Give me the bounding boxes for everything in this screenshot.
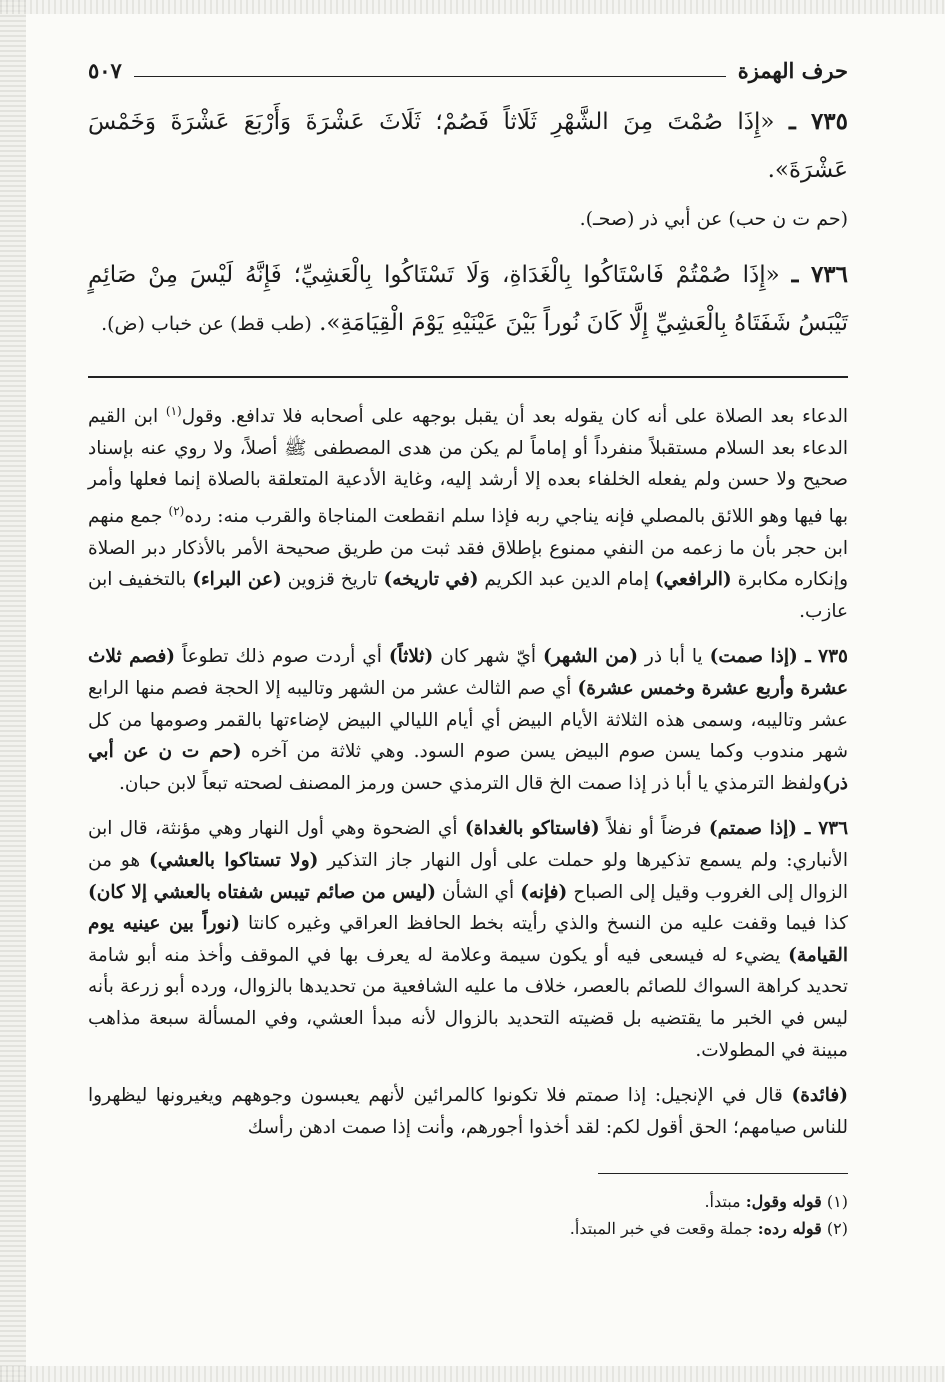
text-run: هو من الزوال إلى الغروب وقيل إلى الصباح: [88, 850, 849, 903]
bold-term: (فصم ثلاث عشرة وأربع عشرة وخمس عشرة): [88, 646, 848, 700]
scan-edge-left: [0, 0, 26, 1382]
footnote-rule: [598, 1173, 848, 1174]
bold-term: (فائدة): [791, 1085, 848, 1107]
bold-term: (ثلاثاً): [388, 646, 434, 668]
hadith-text: «إِذَا صُمْتُمْ فَاسْتَاكُوا بِالْغَدَاةِ، وَلَا تَسْتَاكُوا بِالْعَشِيِّ؛ فَإِنَّهُ لَيْسَ مِنْ صَائِمٍ تَيْبَسُ شَفَتَاهُ بِالْعَشِيِّ إِلَّا كَانَ نُوراً بَيْنَ عَيْنَيْهِ يَوْمَ الْقِيَامَةِ».: [88, 262, 848, 336]
hadith-735: [88, 98, 848, 243]
text-run: ابن القيم الدعاء بعد السلام مستقبلاً منفرداً أو إماماً لم يكن من هدى المصطفى ﷺ أصلاً، ولا روي عنه بإسناد صحيح ولا حسن ولم يفعله الخلفاء بعده إلا أرشد إليه، وغاية الأدعية المتعلقة بالصلاة إنما فعلها وأمر بها فيها وهو اللائق بالمصلي فإنه يناجي ربه فإذا سلم انقطعت المناجاة والقرب منه: رده: [88, 406, 848, 528]
commentary-paragraph: [88, 641, 848, 799]
text-run: تاريخ قزوين: [281, 569, 384, 591]
text-run: بالتخفيف ابن عازب.: [88, 569, 848, 622]
page-number: ٥٠٧: [88, 57, 122, 83]
footnote: [88, 1188, 848, 1215]
hadith-number: ٧٣٥ ـ: [789, 108, 849, 135]
commentary-number: ٧٣٦ ـ: [797, 818, 849, 840]
text-run: أي الشأن: [435, 881, 521, 903]
header-rule: [134, 76, 726, 77]
bold-term: (في تاريخه): [383, 569, 479, 591]
bold-term: (حم ت ن عن أبي ذر): [88, 741, 848, 794]
commentary: [88, 396, 848, 1143]
book-page: [88, 50, 848, 1242]
hadith-number: ٧٣٦ ـ: [791, 261, 849, 288]
bold-term: (الرافعي): [654, 569, 732, 591]
footnote-text: جملة وقعت في خبر المبتدأ.: [569, 1219, 753, 1239]
commentary-number: ٧٣٥ ـ: [797, 646, 848, 668]
text-run: ولفظ الترمذي يا أبا ذر إذا صمت الخ قال الترمذي حسن ورمز المصنف لصحته تبعاً لابن حبان.: [118, 772, 823, 794]
section-divider: [88, 376, 848, 378]
footnote-label: قوله وقول:: [745, 1192, 822, 1212]
footnote-marker: (١): [826, 1192, 848, 1212]
footnote-ref: (١): [165, 404, 182, 418]
commentary-paragraph: [88, 396, 848, 627]
running-header: [88, 50, 848, 90]
text-run: يا أبا ذر: [637, 646, 710, 668]
bold-term: (عن البراء): [192, 569, 282, 591]
scan-edge-bottom: [0, 1366, 945, 1382]
bold-term: (فإنه): [520, 881, 568, 903]
text-run: يضيء له فيسعى فيه أو يكون سيمة وعلامة له يعرف بها في الموقف وأخذ منه أبو شامة تحديد كراهة السواك للصائم بالعصر، خلاف ما عليه الشافعية من تحديدها بالزوال، ورده أبو زرعة بأنه ليس في الخبر ما يقتضيه بل قضيته التحديد بالزوال لأنه مبدأ العشي، وفي المسألة سبعة مذاهب مبينة في المطولات.: [88, 944, 848, 1061]
bold-term: (ولا تستاكوا بالعشي): [148, 850, 319, 872]
bold-term: (نوراً بين عينيه يوم القيامة): [88, 913, 848, 966]
footnote-ref: (٢): [168, 503, 185, 518]
footnote-label: قوله رده:: [757, 1219, 822, 1239]
text-run: أي صم الثالث عشر من الشهر وتاليبه إلا الحجة فصم منها الرابع عشر وتاليبه، وسمى هذه الثلاثة الأيام البيض أي أيام الليالي البيض لإضاءتها بالقمر وصومها من كل شهر مندوب وكما يسن صوم البيض يسن صوم السود. وهي ثلاثة من آخره: [88, 678, 848, 763]
footnote: [88, 1215, 848, 1242]
commentary-paragraph: [88, 813, 848, 1066]
hadith-736: [88, 251, 848, 348]
footnote-marker: (٢): [826, 1219, 848, 1239]
hadith-source: (طب قط) عن خباب (ض).: [101, 313, 312, 335]
bold-term: (فاستاكو بالغداة): [464, 818, 600, 840]
hadith-source: (حم ت ن حب) عن أبي ذر (صحـ).: [579, 208, 848, 230]
text-run: الدعاء بعد الصلاة على أنه كان يقوله بعد أن يقبل بوجهه على أصحابه فلا تدافع. وقول: [181, 406, 848, 428]
text-run: أيّ شهر كان: [433, 646, 543, 668]
text-run: أي الضحوة وهي أول النهار وهي مؤنثة، قال ابن الأنباري: ولم يسمع تذكيرها ولو حملت على أول النهار جاز التذكير: [88, 818, 848, 872]
hadith-text: «إِذَا صُمْتَ مِنَ الشَّهْرِ ثَلَاثاً فَصُمْ؛ ثَلَاثَ عَشْرَةَ وَأَرْبَعَ عَشْرَةَ وَخَمْسَ عَشْرَةَ».: [88, 109, 848, 183]
footnote-text: مبتدأ.: [704, 1192, 741, 1212]
text-run: قال في الإنجيل: إذا صمتم فلا تكونوا كالمرائين لأنهم يعبسون وجوههم ويغيرونها ليظهروا للناس صيامهم؛ الحق أقول لكم: لقد أخذوا أجورهم، وأنت إذا صمت ادهن رأسك: [88, 1085, 848, 1138]
text-run: جمع منهم ابن حجر بأن ما زعمه من النفي ممنوع بإطلاق فقد ثبت من طريق صحيحة الأمر بالأذكار دبر الصلاة وإنكاره مكابرة: [88, 506, 848, 591]
text-run: كذا فيما وقفت عليه من النسخ والذي رأيته بخط الحافظ العراقي وغيره كانتا: [240, 913, 848, 935]
text-run: أي أردت صوم ذلك تطوعاً: [175, 646, 389, 668]
commentary-paragraph: [88, 1080, 848, 1143]
scan-edge-top: [0, 0, 945, 14]
chapter-title: حرف الهمزة: [737, 57, 848, 83]
bold-term: (إذا صمتم): [708, 818, 798, 840]
text-run: إمام الدين عبد الكريم: [478, 569, 655, 591]
bold-term: (إذا صمت): [709, 646, 798, 668]
bold-term: (ليس من صائم تيبس شفتاه بالعشي إلا كان): [88, 881, 436, 903]
bold-term: (من الشهر): [542, 646, 638, 668]
text-run: فرضاً أو نفلاً: [599, 818, 709, 840]
